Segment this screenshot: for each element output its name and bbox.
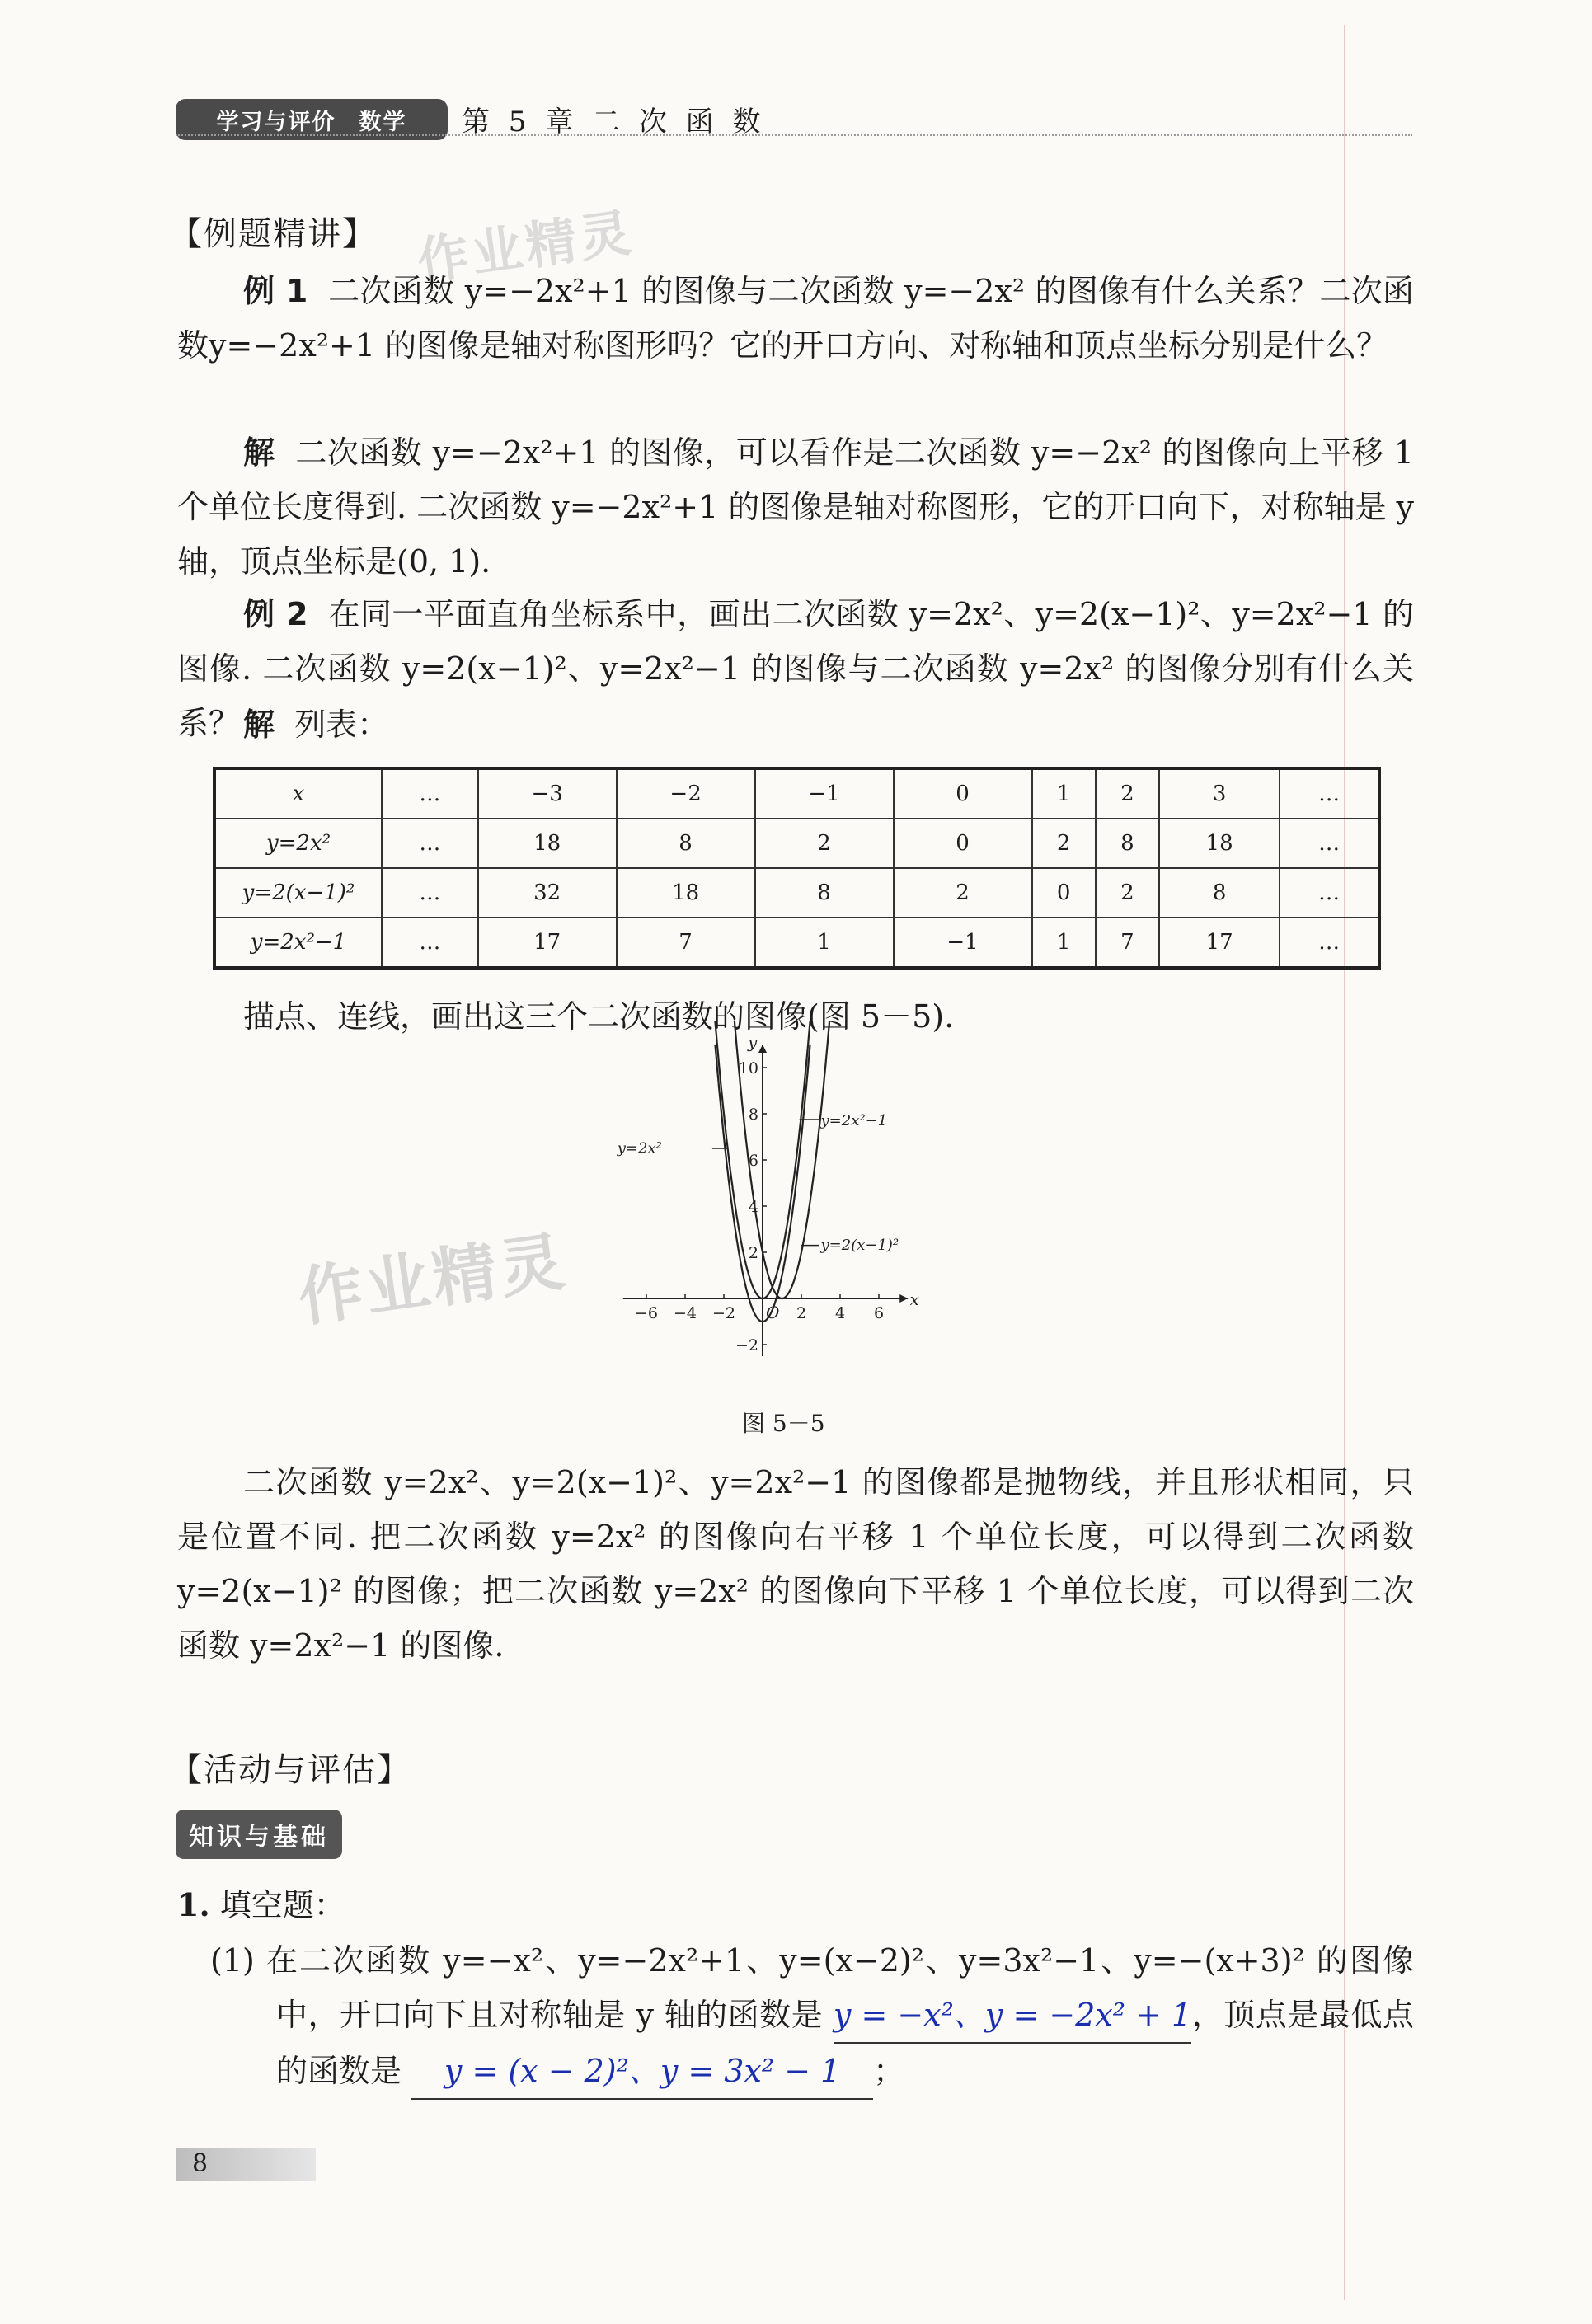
y-tick-label: 2	[748, 1244, 758, 1262]
question-1-1-text-end: ；	[873, 2053, 905, 2089]
table-row	[214, 819, 1379, 868]
header-rule	[176, 134, 1412, 136]
figure-caption: 图 5－5	[742, 1410, 825, 1437]
question-1-heading	[177, 1880, 345, 1925]
watermark: 作业精灵	[413, 201, 638, 292]
question-1-1	[210, 1933, 1414, 2100]
curve-label-0: y=2x²	[617, 1139, 662, 1157]
section-title-activity: 【活动与评估】	[169, 1751, 411, 1789]
table-cell: 8	[617, 819, 755, 868]
table-cell: 7	[1096, 918, 1159, 968]
solution-1-label: 解	[243, 434, 275, 471]
plot-instruction: 描点、连线，画出这三个二次函数的图像(图 5－5).	[243, 998, 955, 1035]
table-cell: 8	[1096, 819, 1159, 868]
x-axis-label: x	[909, 1289, 919, 1309]
x-tick-label: −4	[673, 1304, 697, 1322]
subject-title: 数学	[359, 109, 407, 135]
table-cell: −1	[755, 768, 894, 819]
example-1-label: 例 1	[243, 273, 308, 309]
table-cell: 8	[1159, 868, 1280, 918]
page-number: 8	[176, 2148, 316, 2181]
table-cell: y=2(x−1)²	[214, 868, 382, 918]
x-tick-label: 6	[873, 1304, 885, 1322]
watermark: 作业精灵	[294, 1224, 572, 1336]
table-cell: …	[1280, 868, 1379, 918]
table-cell: x	[214, 768, 382, 819]
book-title: 学习与评价	[216, 109, 336, 135]
solution-1-text: 二次函数 y=−2x²+1 的图像，可以看作是二次函数 y=−2x² 的图像向上平移 1 个单位长度得到. 二次函数 y=−2x²+1 的图像是轴对称图形，它的开口向下，对称轴是 y 轴，顶点坐标是(0, 1).	[177, 434, 1414, 580]
table-cell: 2	[894, 868, 1032, 918]
y-tick-label: 4	[748, 1198, 758, 1216]
table-cell: −1	[894, 918, 1032, 968]
example-2-label: 例 2	[243, 596, 308, 632]
solution-2-label: 解	[243, 707, 275, 743]
table-cell: 8	[755, 868, 894, 918]
table-cell: 32	[478, 868, 617, 918]
table-cell: 0	[894, 768, 1032, 819]
y-axis-arrow	[758, 1045, 767, 1053]
table-cell: y=2x²	[214, 819, 382, 868]
chapter-title: 第 5 章 二 次 函 数	[462, 106, 766, 139]
example-2-solution	[177, 697, 1414, 752]
table-cell: 1	[1032, 768, 1096, 819]
x-tick-label: 2	[796, 1304, 807, 1322]
answer-blank-1[interactable]: y = −x²、y = −2x² + 1	[834, 1988, 1191, 2044]
table-cell: …	[382, 918, 478, 968]
table-cell: 7	[617, 918, 755, 968]
table-cell: −2	[617, 768, 755, 819]
conclusion-paragraph: 二次函数 y=2x²、y=2(x−1)²、y=2x²−1 的图像都是抛物线，并且形状相同，只是位置不同. 把二次函数 y=2x² 的图像向右平移 1 个单位长度，可以得到二次函数 y=2(x−1)² 的图像；把二次函数 y=2x² 的图像向下平移 1 个单位长度，可以得到二次函数 y=2x²−1 的图像.	[177, 1464, 1414, 1664]
table-cell: 2	[1096, 868, 1159, 918]
table-cell: 1	[1032, 918, 1096, 968]
table-cell: 0	[894, 819, 1032, 868]
answer-blank-2[interactable]: y = (x − 2)²、y = 3x² − 1	[411, 2044, 873, 2100]
table-cell: 0	[1032, 868, 1096, 918]
example-2-text: 在同一平面直角坐标系中，画出二次函数 y=2x²、y=2(x−1)²、y=2x²−1 的图像. 二次函数 y=2(x−1)²、y=2x²−1 的图像与二次函数 y=2x² 的图像分别有什么关系？	[177, 596, 1415, 741]
value-table	[213, 767, 1381, 970]
parabola-figure	[617, 1032, 981, 1389]
knowledge-badge: 知识与基础	[176, 1810, 342, 1859]
question-1-number: 1.	[177, 1886, 210, 1923]
question-1-title: 填空题：	[219, 1887, 345, 1923]
origin-label: O	[766, 1303, 780, 1322]
table-cell: 18	[1159, 819, 1280, 868]
y-tick-label: 8	[748, 1106, 758, 1124]
example-1	[177, 264, 1414, 373]
y-axis-label: y	[748, 1032, 758, 1052]
table-cell: 18	[478, 819, 617, 868]
question-1-1-text: (1) 在二次函数 y=−x²、y=−2x²+1、y=(x−2)²、y=3x²−1、y=−(x+3)² 的图像中，开口向下且对称轴是 y 轴的函数是	[210, 1942, 1414, 2033]
table-cell: …	[1280, 819, 1379, 868]
curve-label-1: y=2x²−1	[820, 1112, 888, 1129]
x-tick-label: −2	[711, 1304, 736, 1322]
x-axis-arrow	[899, 1294, 908, 1303]
table-cell: 18	[617, 868, 755, 918]
table-cell: …	[382, 768, 478, 819]
table-cell: …	[382, 819, 478, 868]
solution-2-text: 列表：	[294, 707, 389, 743]
table-cell: 2	[1096, 768, 1159, 819]
table-row	[214, 868, 1379, 918]
y-tick-label: 10	[738, 1059, 758, 1077]
table-row	[214, 918, 1379, 968]
table-cell: …	[382, 868, 478, 918]
example-1-text: 二次函数 y=−2x²+1 的图像与二次函数 y=−2x² 的图像有什么关系？二次函数y=−2x²+1 的图像是轴对称图形吗？它的开口方向、对称轴和顶点坐标分别是什么？	[177, 273, 1414, 364]
table-cell: 1	[755, 918, 894, 968]
table-cell: 2	[755, 819, 894, 868]
table-cell: 3	[1159, 768, 1280, 819]
table-cell: y=2x²−1	[214, 918, 382, 968]
table-row	[214, 768, 1379, 819]
section-title-examples: 【例题精讲】	[169, 215, 377, 253]
curve-label-2: y=2(x−1)²	[820, 1237, 899, 1255]
table-cell: …	[1280, 918, 1379, 968]
y-tick-label: −2	[735, 1336, 758, 1354]
table-cell: 2	[1032, 819, 1096, 868]
table-cell: 17	[1159, 918, 1280, 968]
table-cell: …	[1280, 768, 1379, 819]
table-cell: −3	[478, 768, 617, 819]
x-tick-label: −6	[634, 1304, 659, 1322]
question-1-1-text-mid: ，顶点是最低点的函数是	[276, 1997, 1414, 2089]
example-1-solution	[177, 425, 1414, 589]
y-tick-label: 6	[748, 1152, 758, 1170]
x-tick-label: 4	[834, 1304, 846, 1322]
table-cell: 17	[478, 918, 617, 968]
